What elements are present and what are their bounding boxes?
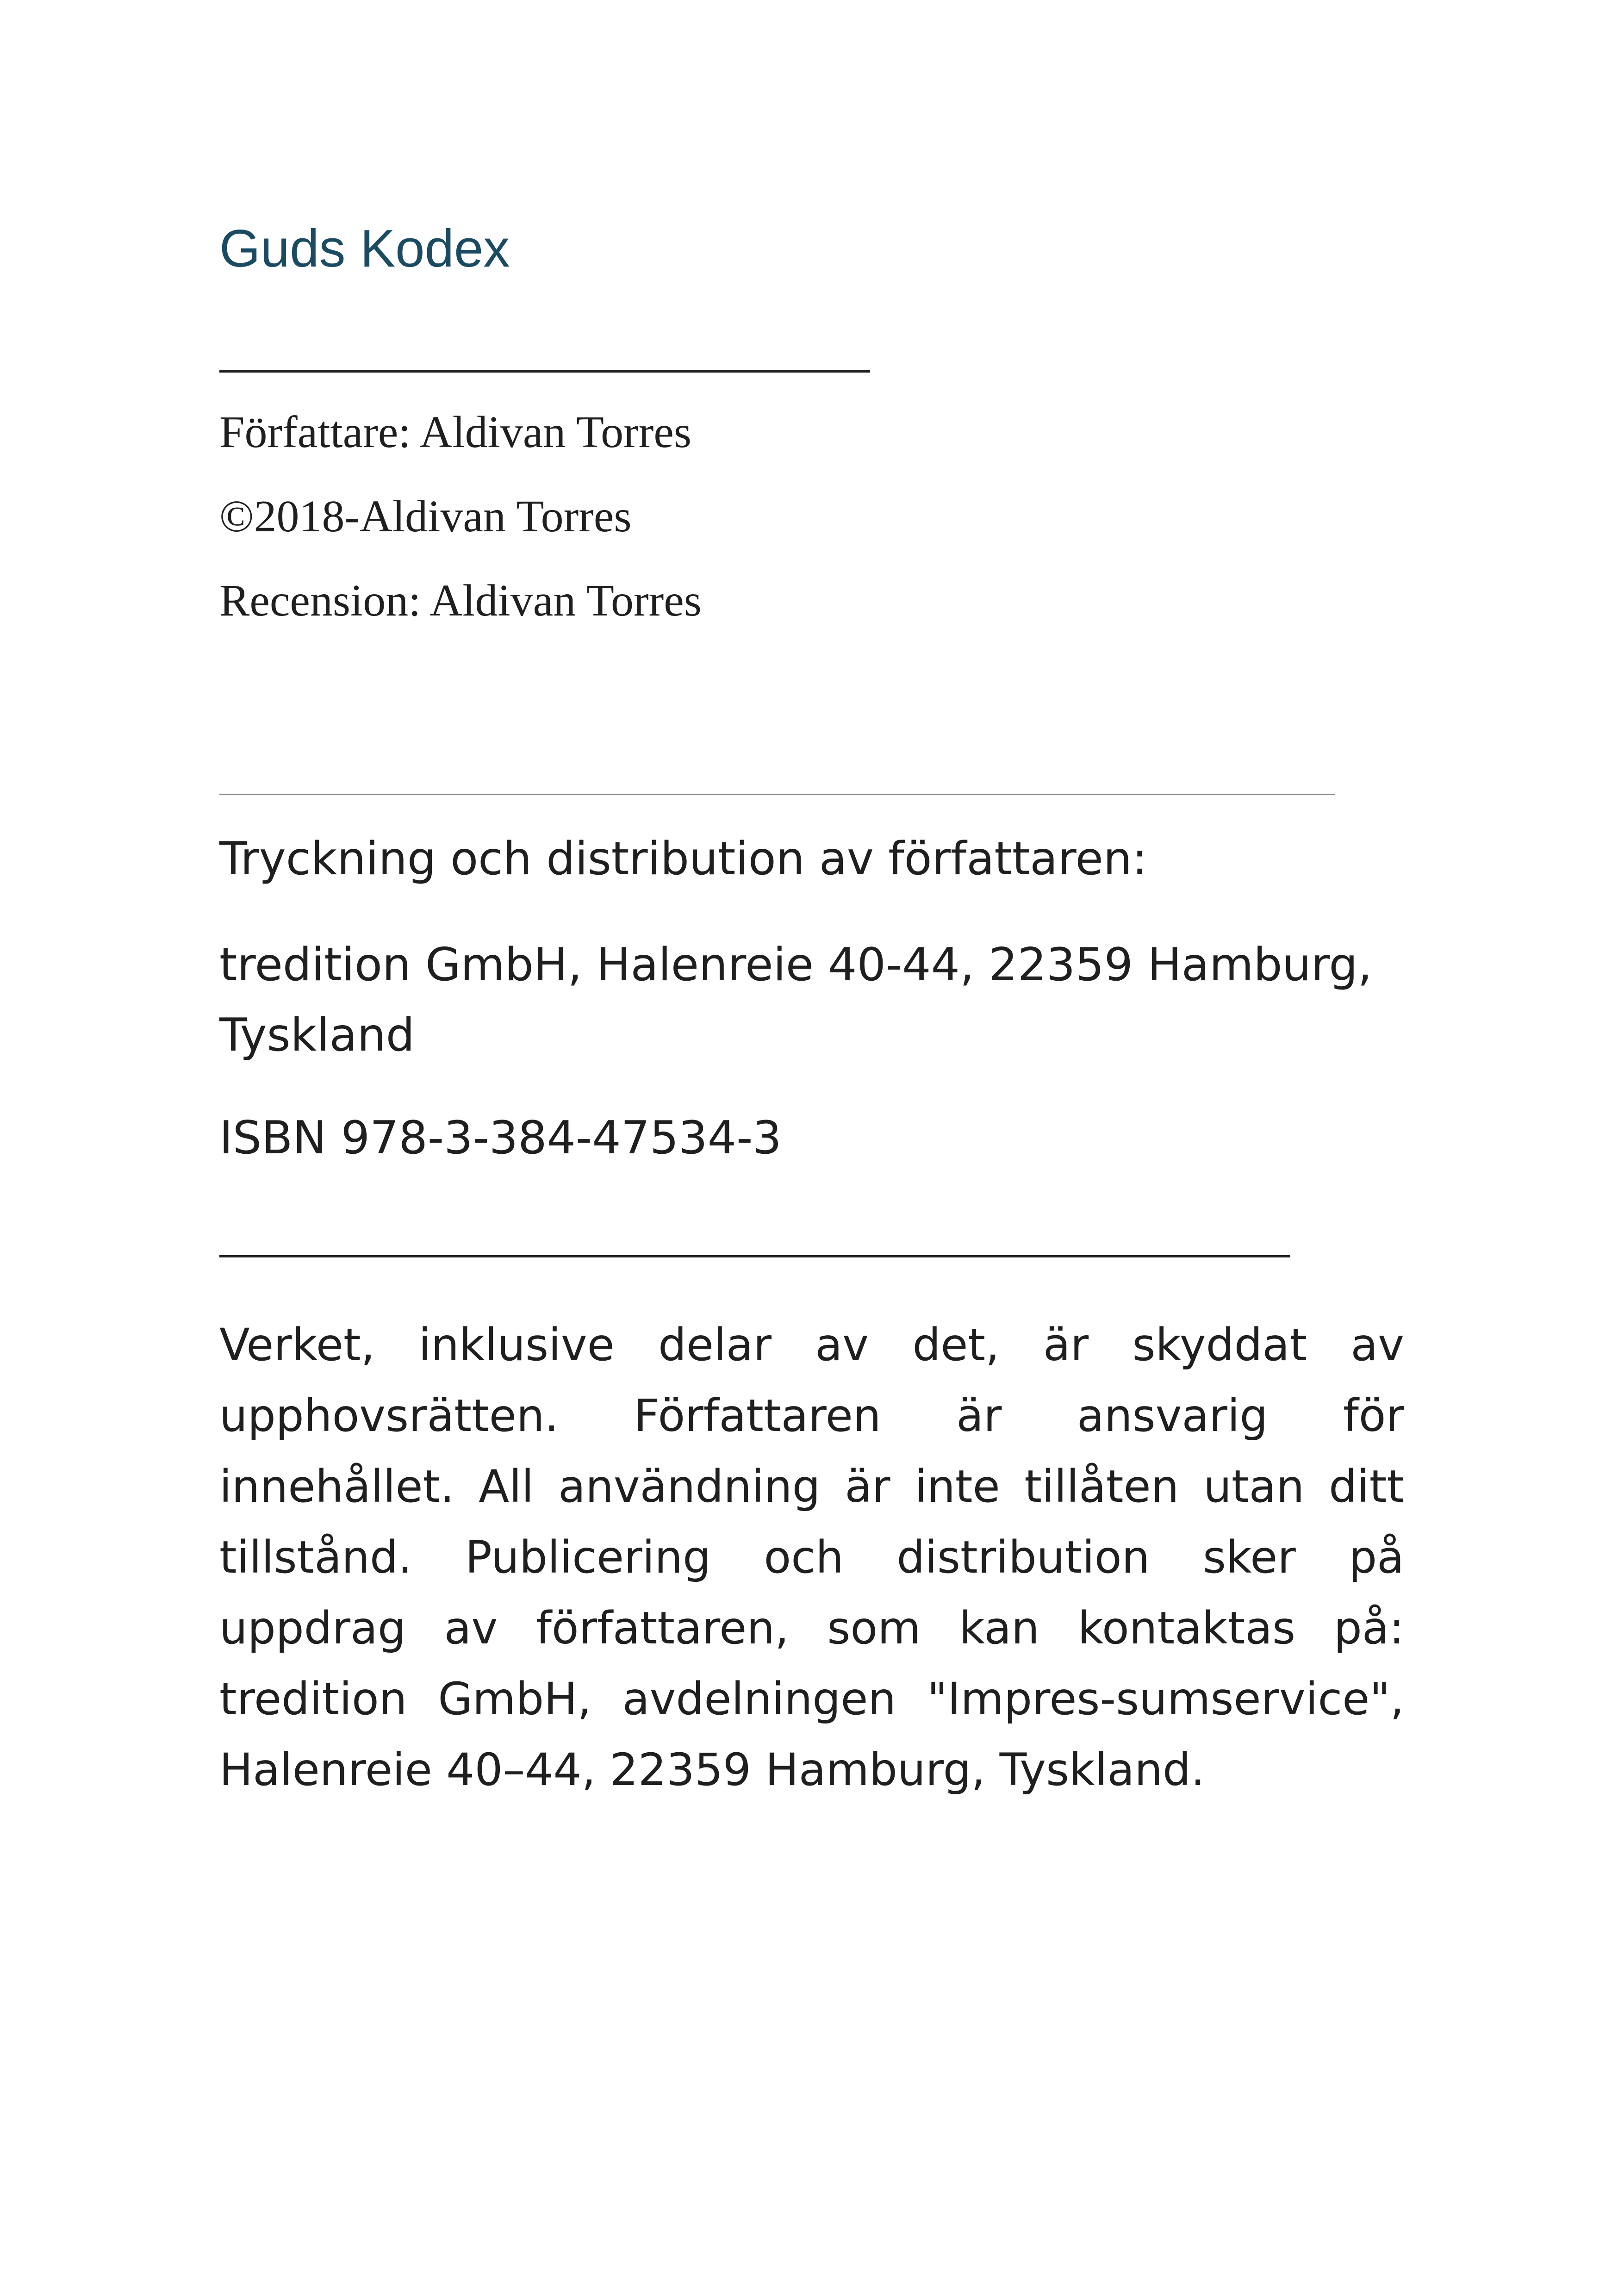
legal-notice: Verket, inklusive delar av det, är skyddat av upphovsrätten. Författaren är ansvarig för innehållet. All användning är inte tillåten utan ditt tillstånd. Publicering och distribution sker på uppdrag av författaren, som kan kontaktas på: tredition GmbH, avdelningen "Impres-sumservice", Halenreie 40–44, 22359 Hamburg, Tyskland.: [219, 1319, 1404, 1796]
divider-line: [219, 370, 870, 373]
book-title: Guds Kodex: [219, 219, 510, 278]
divider-line: [219, 794, 1335, 795]
divider-line: [219, 1255, 1290, 1257]
publisher-address: tredition GmbH, Halenreie 40-44, 22359 Hamburg, Tyskland: [219, 939, 1372, 1062]
publishing-heading: Tryckning och distribution av författaren:: [219, 833, 1147, 885]
isbn: ISBN 978-3-384-47534-3: [219, 1112, 782, 1164]
copyright-line: ©2018-Aldivan Torres: [219, 492, 632, 541]
author-line: Författare: Aldivan Torres: [219, 407, 692, 457]
review-line: Recension: Aldivan Torres: [219, 576, 702, 626]
